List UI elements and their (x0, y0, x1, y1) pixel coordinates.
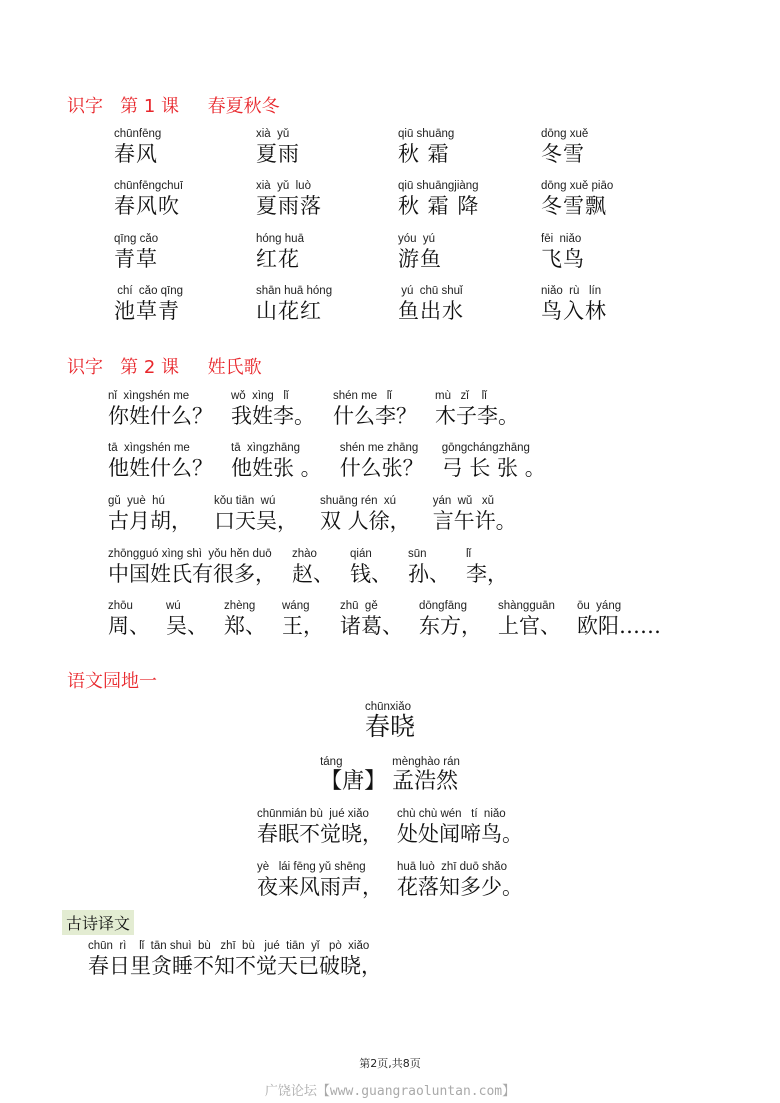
word-item (256, 285, 332, 324)
hanzi: 他姓什么？ (108, 456, 213, 480)
verse-segment (320, 495, 411, 534)
pinyin: chí cǎo qīng (114, 285, 184, 297)
hanzi: 东方， (419, 614, 482, 638)
pinyin: chūn rì lǐ tān shuì bù zhī bù jué tiān yǐ pò xiǎo (88, 940, 370, 952)
pinyin: lǐ (466, 548, 472, 560)
pinyin: shàngguān (498, 600, 555, 612)
pinyin: wǒ xìng lǐ (231, 390, 289, 402)
hanzi: 口天吴， (214, 509, 298, 533)
hanzi: 欧阳…… (577, 614, 661, 638)
pinyin: kǒu tiān wú (214, 495, 276, 507)
hanzi: 中国姓氏有很多， (108, 562, 276, 586)
hanzi: 花落知多少。 (397, 875, 523, 899)
hanzi: 冬雪飘 (541, 194, 607, 218)
word-item (114, 180, 183, 219)
verse-segment (433, 495, 517, 534)
pinyin: dōng xuě (541, 128, 589, 140)
verse-segment (224, 600, 266, 639)
verse-segment (442, 442, 546, 481)
translation-line (88, 940, 382, 979)
pinyin: mù zǐ lǐ (435, 390, 487, 402)
pinyin: gǔ yuè hú (108, 495, 165, 507)
pinyin: yóu yú (398, 233, 436, 245)
pinyin: mènghào rán (392, 756, 460, 768)
word-item (398, 233, 442, 272)
pinyin: yán wǔ xǔ (432, 495, 495, 507)
poem-line-segment (397, 808, 523, 847)
pinyin: chūnfēng (114, 128, 162, 140)
hanzi: 李， (466, 562, 508, 586)
verse-segment (231, 390, 315, 429)
hanzi: 夜来风雨声， (257, 875, 383, 899)
verse-segment (292, 548, 334, 587)
poem-line-segment (257, 861, 383, 900)
poem-author-line (0, 756, 780, 795)
poem-line-segment (397, 861, 523, 900)
pinyin: sūn (408, 548, 427, 560)
pinyin: chù chù wén tí niǎo (397, 808, 506, 820)
verse-segment (350, 548, 392, 587)
hanzi: 青草 (114, 247, 158, 271)
pinyin: ōu yáng (577, 600, 622, 612)
pinyin: shuāng rén xú (320, 495, 397, 507)
pinyin: zhōngguó xìng shì yǒu hěn duō (108, 548, 272, 560)
verse-segment (498, 600, 561, 639)
word-item (114, 128, 161, 167)
pinyin: fēi niǎo (541, 233, 582, 245)
hanzi: 钱、 (350, 562, 392, 586)
pinyin: qīng cǎo (114, 233, 159, 245)
word-item (256, 180, 322, 219)
pinyin: qián (350, 548, 372, 560)
hanzi: 孟浩然 (392, 769, 459, 794)
verse-segment (108, 495, 192, 534)
hanzi: 秋 霜 降 (398, 194, 480, 218)
pinyin: wáng (282, 600, 310, 612)
pinyin: shén me zhāng (339, 442, 419, 454)
hanzi: 言午许。 (432, 509, 517, 533)
poem-title-segment (365, 701, 415, 740)
translation-tag: 古诗译文 (62, 910, 134, 935)
translation-segment (88, 940, 382, 979)
verse-segment (466, 548, 508, 587)
verse-segment (108, 548, 276, 587)
word-item (398, 128, 454, 167)
verse-segment (108, 390, 213, 429)
hanzi: 郑、 (224, 614, 266, 638)
verse-segment (340, 600, 403, 639)
pinyin: táng (320, 756, 343, 768)
pinyin: dōng xuě piāo (541, 180, 614, 192)
hanzi: 池草青 (114, 299, 180, 323)
hanzi: 红花 (256, 247, 300, 271)
pinyin: chūnmián bù jué xiǎo (257, 808, 369, 820)
poem-title (0, 701, 780, 740)
hanzi: 夏雨 (256, 142, 300, 166)
word-item (398, 180, 479, 219)
watermark: 广饶论坛【www.guangraoluntan.com】 (264, 1084, 516, 1099)
pinyin: tā xìngshén me (108, 442, 190, 454)
verse-segment (333, 390, 417, 429)
verse-line (108, 548, 508, 587)
hanzi: 孙、 (408, 562, 450, 586)
word-item (114, 285, 183, 324)
pinyin: yú chū shuǐ (398, 285, 463, 297)
hanzi: 夏雨落 (256, 194, 322, 218)
verse-line (108, 442, 546, 481)
poem-author-segment (392, 756, 460, 795)
poem-author-segment (320, 756, 386, 795)
pinyin: shén me lǐ (333, 390, 392, 402)
lesson2-heading: 识字 第 2 课 姓氏歌 (67, 357, 262, 378)
hanzi: 弓 长 张 。 (441, 456, 546, 480)
hanzi: 什么张？ (339, 456, 424, 480)
pinyin: xià yǔ luò (256, 180, 311, 192)
pinyin: chūnxiǎo (364, 701, 412, 713)
word-item (398, 285, 464, 324)
pinyin: wú (166, 600, 181, 612)
garden-heading: 语文园地一 (67, 671, 157, 692)
hanzi: 吴、 (166, 614, 208, 638)
hanzi: 上官、 (498, 614, 561, 638)
verse-segment (231, 442, 322, 481)
pinyin: zhào (292, 548, 317, 560)
hanzi: 游鱼 (398, 247, 442, 271)
word-item (541, 180, 613, 219)
word-item (541, 233, 585, 272)
hanzi: 双 人徐， (320, 509, 411, 533)
verse-segment (577, 600, 661, 639)
hanzi: 【唐】 (320, 769, 387, 794)
hanzi: 冬雪 (541, 142, 585, 166)
verse-line (108, 495, 517, 534)
hanzi: 诸葛、 (340, 614, 403, 638)
hanzi: 什么李？ (333, 404, 417, 428)
verse-segment (435, 390, 519, 429)
hanzi: 周、 (108, 614, 150, 638)
pinyin: qiū shuāng (398, 128, 455, 140)
hanzi: 春风 (114, 142, 158, 166)
hanzi: 春日里贪睡不知不觉天已破晓， (88, 954, 382, 978)
hanzi: 鱼出水 (398, 299, 464, 323)
poem-line-segment (257, 808, 383, 847)
verse-segment (282, 600, 324, 639)
pinyin: hóng huā (256, 233, 304, 245)
verse-segment (419, 600, 482, 639)
hanzi: 秋 霜 (398, 142, 450, 166)
word-item (541, 285, 607, 324)
verse-segment (214, 495, 298, 534)
hanzi: 王， (282, 614, 324, 638)
pinyin: niǎo rù lín (541, 285, 602, 297)
verse-segment (166, 600, 208, 639)
verse-segment (340, 442, 424, 481)
pinyin: nǐ xìngshén me (108, 390, 190, 402)
pinyin: tā xìngzhāng (231, 442, 301, 454)
word-item (541, 128, 588, 167)
pinyin: huā luò zhī duō shǎo (397, 861, 507, 873)
hanzi: 春晓 (364, 712, 415, 741)
verse-line (108, 390, 519, 429)
hanzi: 木子李。 (435, 404, 519, 428)
verse-segment (408, 548, 450, 587)
pinyin: qiū shuāngjiàng (398, 180, 479, 192)
pinyin: zhèng (224, 600, 256, 612)
word-item (256, 233, 304, 272)
hanzi: 处处闻啼鸟。 (397, 822, 523, 846)
hanzi: 他姓张 。 (231, 456, 322, 480)
hanzi: 鸟入林 (541, 299, 607, 323)
hanzi: 你姓什么？ (108, 404, 213, 428)
pinyin: gōngchángzhāng (441, 442, 530, 454)
hanzi: 山花红 (256, 299, 322, 323)
pinyin: shān huā hóng (256, 285, 333, 297)
pinyin: chūnfēngchuī (114, 180, 184, 192)
hanzi: 飞鸟 (541, 247, 585, 271)
lesson1-heading: 识字 第 1 课 春夏秋冬 (67, 96, 280, 117)
poem-line (0, 808, 780, 847)
word-item (114, 233, 158, 272)
hanzi: 古月胡， (108, 509, 192, 533)
verse-line (108, 600, 661, 639)
pinyin: xià yǔ (256, 128, 290, 140)
word-item (256, 128, 300, 167)
hanzi: 我姓李。 (231, 404, 315, 428)
hanzi: 春眠不觉晓， (257, 822, 383, 846)
verse-segment (108, 442, 213, 481)
pinyin: zhū gě (340, 600, 378, 612)
hanzi: 春风吹 (114, 194, 180, 218)
poem-line (0, 861, 780, 900)
verse-segment (108, 600, 150, 639)
page-number: 第2页,共8页 (359, 1057, 421, 1070)
pinyin: yè lái fēng yǔ shēng (257, 861, 366, 873)
hanzi: 赵、 (292, 562, 334, 586)
pinyin: dōngfāng (419, 600, 467, 612)
pinyin: zhōu (108, 600, 133, 612)
